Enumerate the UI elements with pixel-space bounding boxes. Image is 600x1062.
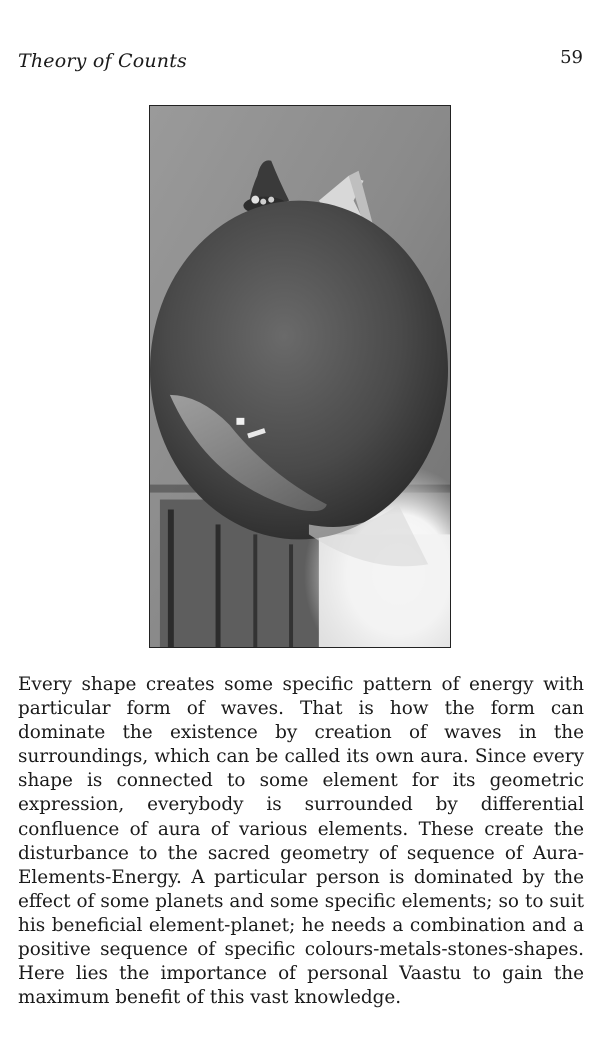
running-head: Theory of Counts (18, 50, 187, 72)
page-number: 59 (560, 47, 583, 68)
globe-lamp-photo (149, 105, 451, 648)
globe-lamp-illustration (150, 106, 450, 647)
body-paragraph: Every shape creates some specific pattern of energy with particular form of waves. That is how the form can dominate the existence by creation of waves in the surroundings, which can be called its own aura. Since every shape is connected to some element for its geometric expression, everybody is surrounded by differential confluence of aura of various elements. These create the disturbance to the sacred geometry of sequence of Aura-Elements-Energy. A particular person is dominated by the effect of some planets and some specific elements; so to suit his beneficial element-planet; he needs a combination and a positive sequence of specific colours-metals-stones-shapes. Here lies the importance of personal Vaastu to gain the maximum benefit of this vast knowledge. (18, 674, 584, 1009)
